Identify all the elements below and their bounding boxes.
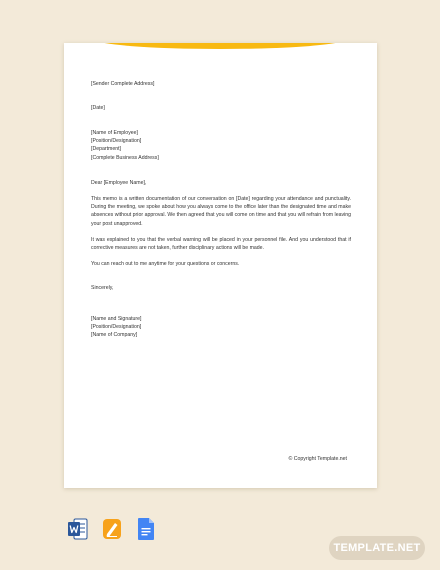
header-accent-arc xyxy=(94,43,346,49)
signature-block xyxy=(91,315,351,340)
signature-company: [Name of Company] xyxy=(91,332,138,339)
closing: Sincerely, xyxy=(91,285,114,291)
recipient-name: [Name of Employee] xyxy=(91,130,138,136)
signature-position: [Position/Designation] xyxy=(91,324,142,331)
salutation: Dear [Employee Name], xyxy=(91,180,147,186)
recipient-position: [Position/Designation] xyxy=(91,138,142,145)
recipient-block xyxy=(91,129,351,162)
format-icons xyxy=(68,517,156,541)
body-paragraph-3: You can reach out to me anytime for your questions or concerns. xyxy=(91,261,240,267)
word-icon[interactable] xyxy=(68,517,88,541)
letter-date: [Date] xyxy=(91,105,105,111)
google-docs-icon[interactable] xyxy=(136,517,156,541)
letter-page xyxy=(64,43,377,488)
body-paragraph-1: This memo is a written documentation of our conversation on [Date] regarding your attendance and punctuality. During the meeting, we spoke about how you always come to the office later than the designated time and make absences without prior approval. We then agreed that you will come on time and that you will refrain from leaving your post unapproved. xyxy=(91,196,351,227)
recipient-department: [Department] xyxy=(91,146,121,153)
body-paragraph-2: It was explained to you that the verbal warning will be placed in your personnel file. And you understood that if corrective measures are not taken, further disciplinary actions will be made. xyxy=(91,237,351,252)
template-net-badge[interactable]: TEMPLATE.NET xyxy=(329,536,425,560)
pages-icon[interactable] xyxy=(102,517,122,541)
recipient-address: [Complete Business Address] xyxy=(91,154,159,161)
signature-name: [Name and Signature] xyxy=(91,316,142,322)
copyright-text: © Copyright Template.net xyxy=(288,456,347,462)
sender-address: [Sender Complete Address] xyxy=(91,81,155,87)
